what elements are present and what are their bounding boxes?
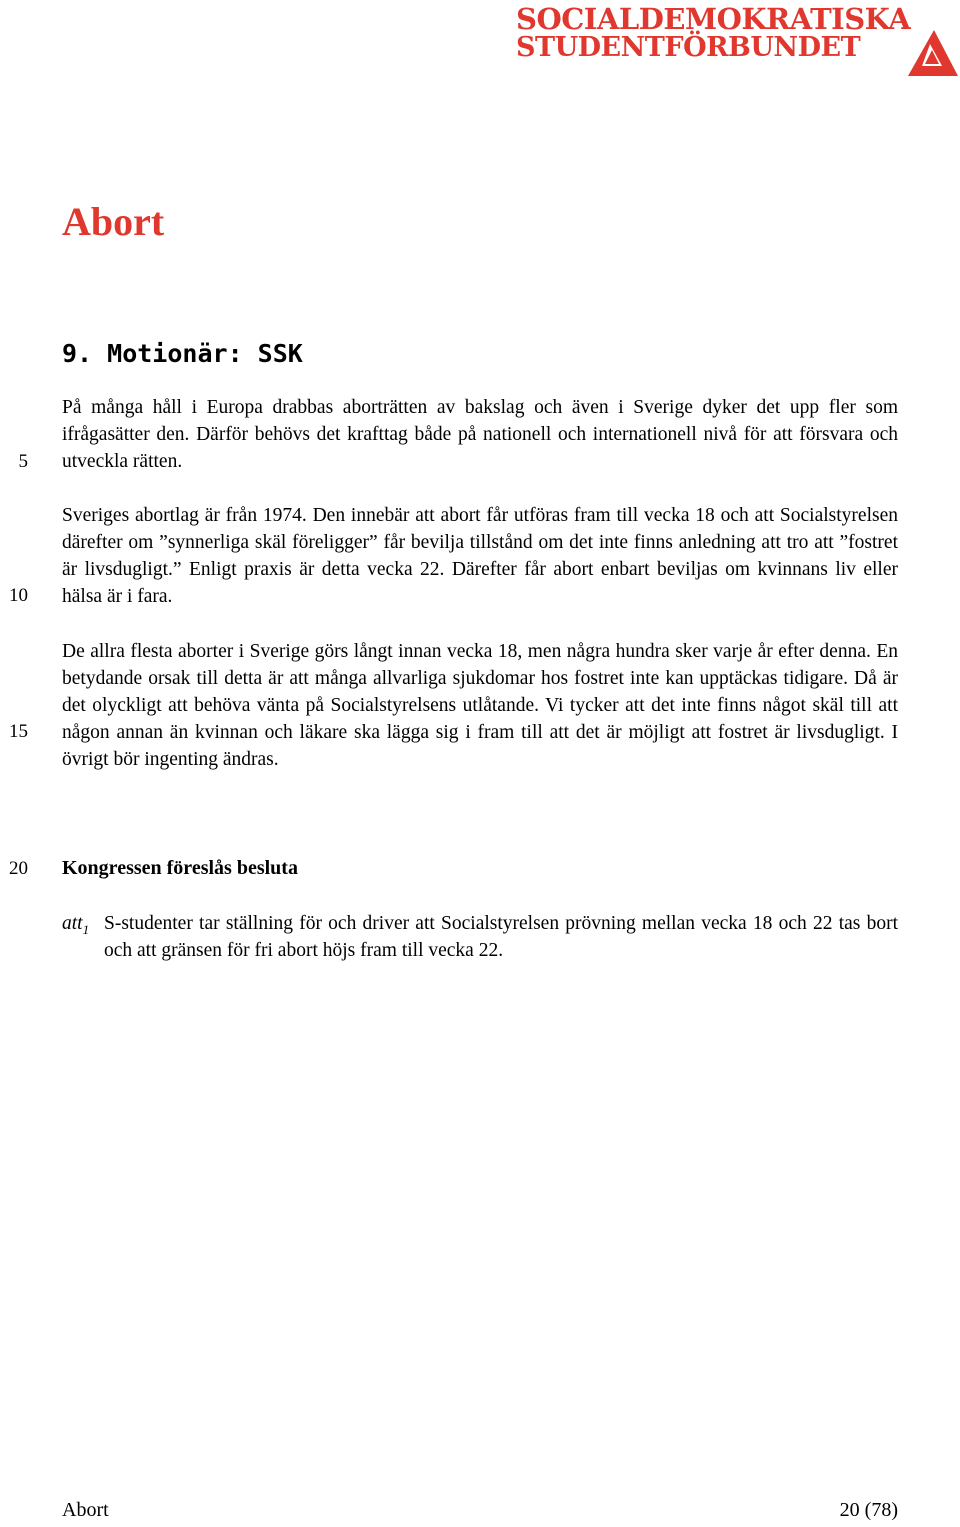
paragraph-2: Sveriges abortlag är från 1974. Den innebär att abort får utföras fram till vecka 18 och att Socialstyrelsen därefter om ”synnerliga skäl föreligger” får bevilja tillstånd om det inte finns anledning att tro att ”fostret är livsdugligt.” Enligt praxis är detta vecka 22. Därefter får abort enbart beviljas om kvinnans liv eller hälsa är i fara. [62, 505, 898, 607]
logo-line-1: SOCIALDEMOKRATISKA [516, 2, 911, 36]
att-text: S-studenter tar ställning för och driver att Socialstyrelsen prövning mellan vecka 18 och 22 tas bort och att gränsen för fri abort höjs fram till vecka 22. [104, 913, 898, 961]
proposal-heading: Kongressen föreslås besluta [62, 857, 298, 879]
att-clause [62, 910, 898, 964]
organization-logo [512, 2, 958, 76]
line-number-5: 5 [18, 451, 28, 472]
logo-line-2: STUDENTFÖRBUNDET [516, 32, 861, 63]
att-number: 1 [82, 921, 90, 937]
line-number-10: 10 [9, 585, 28, 606]
line-number-20: 20 [9, 858, 28, 879]
paragraph-1: På många håll i Europa drabbas aborträtten av bakslag och även i Sverige dyker det upp fler som ifrågasätter den. Därför behövs det krafttag både på nationell och internationell nivå för att försvara och utveckla rätten. [62, 397, 898, 472]
logo-triangle-icon [908, 30, 958, 76]
att-label [62, 910, 89, 943]
line-number-15: 15 [9, 721, 28, 742]
footer-title: Abort [62, 1499, 109, 1521]
document-title: Abort [62, 199, 165, 244]
footer-page-number: 20 (78) [839, 1499, 898, 1521]
paragraph-3: De allra flesta aborter i Sverige görs långt innan vecka 18, men några hundra sker varje år efter denna. En betydande orsak till detta är att många allvarliga sjukdomar hos fostret inte kan upptäckas tidigare. Då är det olyckligt att behöva vänta på Socialstyrelsens utlåtande. Vi tycker att det inte finns något skäl till att någon annan än kvinnan och läkare ska lägga sig i fram till att det är möjligt att fostret är livsdugligt. I övrigt bör ingenting ändras. [62, 641, 898, 770]
motion-heading: 9. Motionär: SSK [62, 339, 303, 368]
att-word: att [62, 913, 83, 934]
